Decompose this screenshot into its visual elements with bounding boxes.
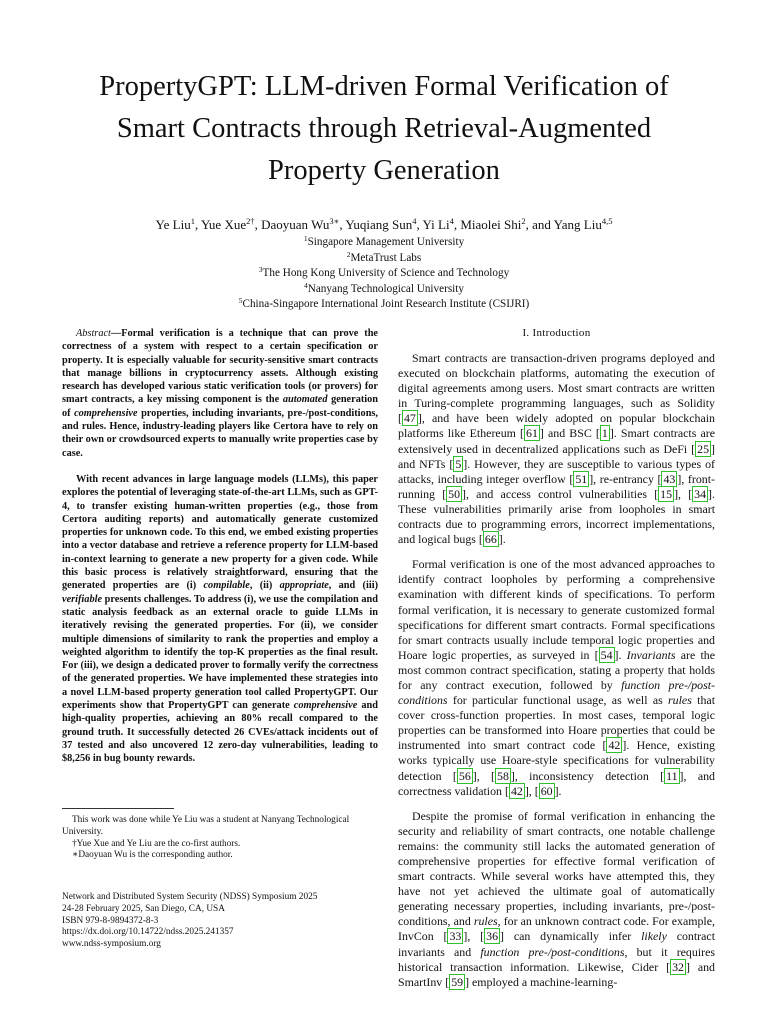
author: Daoyuan $Wu^{3∗}$ — [261, 216, 340, 232]
affiliation: $^3$The Hong Kong University of Science and Technology — [258, 265, 510, 280]
author: Yang Liu$^{4,5}$ — [553, 216, 613, 232]
citation-link[interactable]: 58 — [497, 768, 509, 783]
abstract-paragraph — [62, 473, 378, 766]
citation-link[interactable]: 43 — [663, 471, 676, 486]
author-list: Ye Liu$^1$, Yue Xue$^{2\dagger}$, Daoyuan $Wu^{3∗}$, Yuqiang Sun$^4$, Yi Li$^4$, Miaolei Shi$^2$, and Yang Liu$^{4,5}$ — [155, 216, 613, 232]
left-column — [62, 327, 378, 784]
footnote: ∗Daoyuan Wu is the corresponding author. — [72, 850, 233, 861]
body-paragraph: Despite the promise of formal verification in enhancing the security and reliability of smart contracts, one notable challenge remains: the community still lacks the automated generation of comprehensive properties for effective formal verification of smart contracts. While several works have attempted this, they have not yet achieved the ultimate goal of automatically generating necessary properties, including invariants, pre-/post-conditions, and rules, for an unknown contract code. For example, InvCon [ 33 ], [ 36 ] can dynamically infer likely contract invariants and function pre-/post-conditions, but it requires historical transaction information. Likewise, Cider [ 32 ] and SmartInv [ 59 ] employed a machine-learning- — [398, 808, 715, 989]
citation-link[interactable]: 32 — [672, 959, 684, 974]
citation-link[interactable]: 51 — [575, 471, 588, 486]
citation-link[interactable]: 33 — [449, 929, 462, 944]
conference-line: Network and Distributed System Security (NDSS) Symposium 2025 — [62, 892, 318, 902]
affiliation-list — [40, 235, 728, 313]
title-line: PropertyGPT: LLM-driven Formal Verification of — [99, 71, 669, 102]
affiliation: $^2$MetaTrust Labs — [346, 249, 422, 264]
abstract-text: With recent advances in large language models (LLMs), this paper explores the potential of leveraging state-of-the-art LLMs, such as GPT-4, to transfer existing human-written properties (e.g., those from Certora auditing reports) and automatically generate customized properties for unknown code. To this end, we embed existing properties into a vector database and retrieve a reference property for LLM-based in-context learning to generate a new property for a given code. While this basic process is relatively straightforward, ensuring that the generated properties are (i) compilable, (ii) appropriate, and (iii) verifiable presents challenges. To address (i), we use the compilation and static analysis feedback as an external oracle to guide LLMs in iteratively revising the generated properties. For (ii), we consider multiple dimensions of similarity to rank the properties and employ a weighted algorithm to identify the top-K properties as the final result. For (iii), we design a dedicated prover to formally verify the correctness of the generated properties. We have implemented these strategies into a novel LLM-based property generation tool called PropertyGPT. Our experiments show that PropertyGPT can generate comprehensive and high-quality properties, achieving an 80% recall compared to the ground truth. It successfully detected 26 CVEs/attack incidents out of 37 tested and also uncovered 12 zero-day vulnerabilities, leading to $8,256 in bug bounty rewards. — [62, 473, 378, 765]
citation-link[interactable]: 54 — [600, 647, 613, 662]
author: Miaolei Shi$^2$ — [460, 216, 526, 232]
affiliation: $^1$Singapore Management University — [303, 234, 465, 248]
citation-link[interactable]: 42 — [510, 783, 523, 798]
affiliation: $^5$China-Singapore International Joint Research Institute (CSIJRI) — [238, 296, 530, 311]
citation-link[interactable]: 42 — [608, 738, 621, 753]
citation-link[interactable]: 34 — [694, 486, 707, 501]
author: Ye Liu$^1$ — [155, 216, 195, 232]
conference-line[interactable]: www.ndss-symposium.org — [62, 939, 161, 950]
conference-info — [62, 892, 378, 951]
footnote: This work was done while Ye Liu was a student at Nanyang Technological University. — [62, 815, 350, 837]
author: Yi Li$^4$ — [422, 216, 454, 232]
footnote-rule — [62, 808, 174, 809]
citation-link[interactable]: 56 — [458, 768, 471, 783]
abstract — [62, 327, 378, 766]
citation-link[interactable]: 1 — [601, 426, 608, 441]
abstract-label: Abstract — [76, 328, 111, 339]
title-line: Property Generation — [268, 155, 500, 186]
citation-link[interactable]: 36 — [486, 929, 499, 944]
author: Yue Xue$^{2\dagger}$ — [200, 216, 255, 232]
affiliation: $^4$Nanyang Technological University — [304, 280, 464, 295]
author: Yuqiang Sun$^4$ — [345, 216, 417, 232]
citation-link[interactable]: 5 — [455, 456, 462, 471]
section-heading: I. Introduction — [522, 327, 591, 339]
citation-link[interactable]: 25 — [697, 441, 710, 456]
body-paragraph: Smart contracts are transaction-driven programs deployed and executed on blockchain platforms, automating the execution of digital agreements among users. Most smart contracts are written in Turing-complete programming languages, such as Solidity [ 47 ], and have been widely adopted on popular blockchain platforms like Ethereum [ 61 ] and BSC [ 1 ]. Smart contracts are extensively used in decentralized applications such as DeFi [ 25 ] and NFTs [ 5 ]. However, they are susceptible to various types of attacks, including integer overflow [ 51 ], re-entrancy [ 43 ], front-running [ 50 ], and access control vulnerabilities [ 15 ], [ 34 ]. These vulnerabilities primarily arise from loopholes in smart contracts due to programming errors, incorrect implementations, and logical bugs [ 66 ]. — [398, 351, 716, 547]
footnote: †Yue Xue and Ye Liu are the co-first authors. — [72, 838, 241, 849]
citation-link[interactable]: 47 — [403, 411, 416, 426]
citation-link[interactable]: 59 — [451, 974, 464, 989]
conference-line: 24-28 February 2025, San Diego, CA, USA — [62, 903, 225, 914]
paper-title — [40, 66, 728, 192]
body-paragraph: Formal verification is one of the most advanced approaches to identify contract loopholes by performing a comprehensive examination with different kinds of specifications. To perform formal verification, it is necessary to generate customized formal specifications for different smart contracts. Formal specifications for smart contracts usually include temporal logic properties and Hoare logic properties, as surveyed in [ 54 ]. Invariants are the most common contract specification, stating a property that holds for any contract execution, followed by function pre-/post-conditions for particular functional usage, as well as rules that cover cross-function properties. In most cases, temporal logic properties can be transformed into Hoare properties that could be instrumented into smart contract code [ 42 ]. Hence, existing works typically use Hoare-style specifications for vulnerability detection [ 56 ], [ 58 ], inconsistency detection [ 11 ], and correctness validation [ 42 ], [ 60 ]. — [398, 557, 715, 798]
footnotes — [62, 808, 378, 862]
citation-link[interactable]: 66 — [484, 532, 497, 547]
citation-link[interactable]: 61 — [526, 426, 538, 441]
citation-link[interactable]: 60 — [540, 783, 553, 798]
conference-line[interactable]: https://dx.doi.org/10.14722/ndss.2025.241357 — [62, 927, 234, 938]
citation-link[interactable]: 50 — [448, 486, 461, 501]
citation-link[interactable]: 15 — [660, 486, 673, 501]
introduction-body — [398, 351, 715, 990]
conference-line: ISBN 979-8-9894372-8-3 — [62, 915, 159, 926]
right-column — [398, 327, 715, 1000]
citation-link[interactable]: 11 — [666, 768, 678, 783]
abstract-paragraph — [62, 327, 378, 460]
title-line: Smart Contracts through Retrieval-Augmented — [116, 113, 652, 144]
abstract-text: —Formal verification is a technique that can prove the correctness of a system with respect to a certain specification or property. It is especially valuable for security-sensitive smart contracts that manage billions in cryptocurrency assets. Although existing research has developed various static verification tools (or provers) for smart contracts, a key missing component is the automated generation of comprehensive properties, including invariants, pre-/post-conditions, and rules. Hence, industry-leading players like Certora have to rely on their own or crowdsourced experts to manually write properties case by case. — [62, 328, 379, 459]
